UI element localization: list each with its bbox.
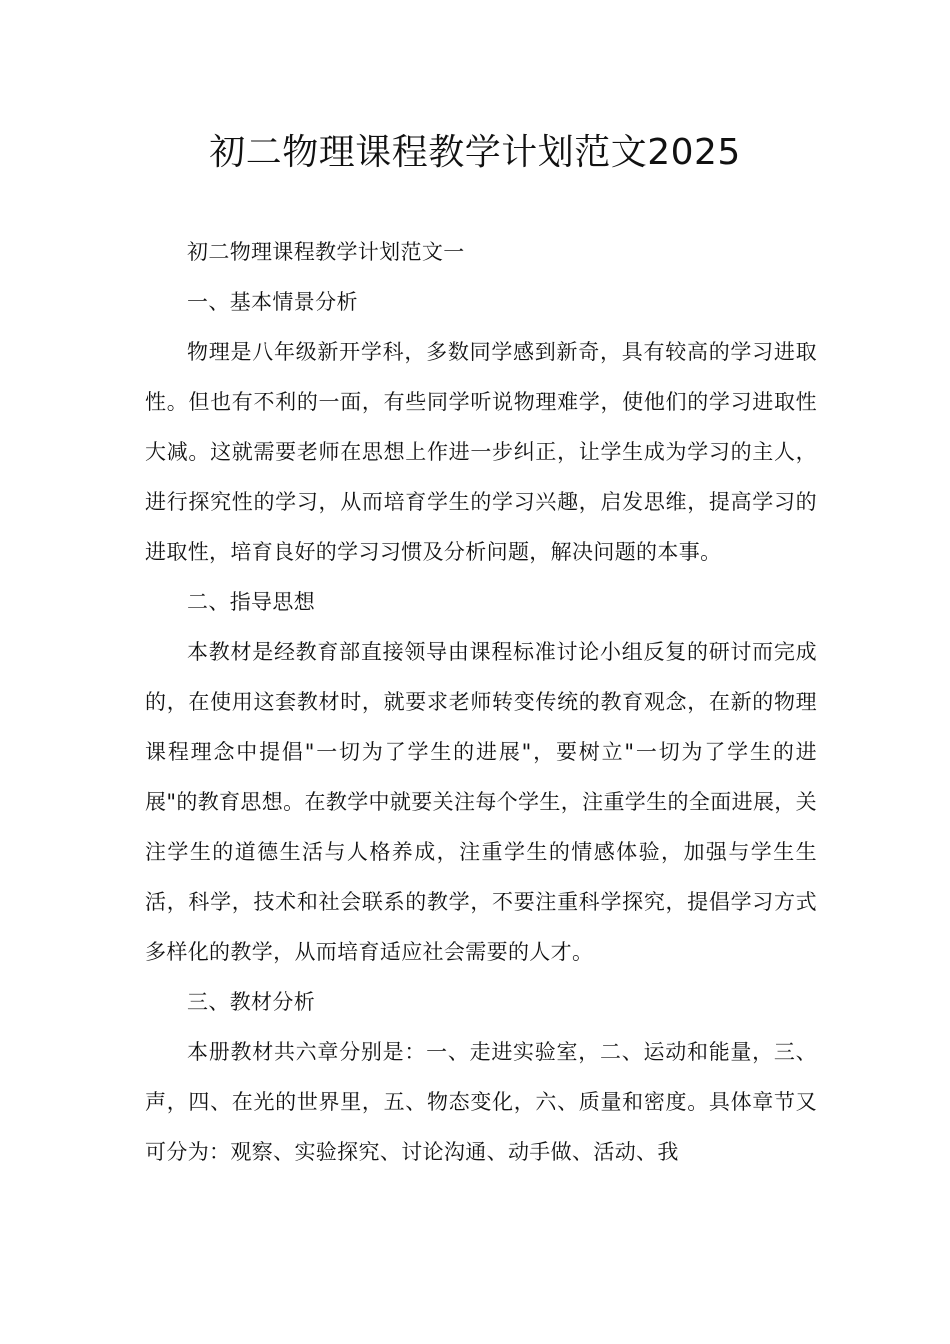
document-body [145,227,817,1177]
body-paragraph: 本教材是经教育部直接领导由课程标准讨论小组反复的研讨而完成的，在使用这套教材时，就要求老师转变传统的教育观念，在新的物理课程理念中提倡"一切为了学生的进展"，要树立"一切为了学生的进展"的教育思想。在教学中就要关注每个学生，注重学生的全面进展，关注学生的道德生活与人格养成，注重学生的情感体验，加强与学生生活，科学，技术和社会联系的教学，不要注重科学探究，提倡学习方式多样化的教学，从而培育适应社会需要的人才。 [145,640,817,964]
body-paragraph: 物理是八年级新开学科，多数同学感到新奇，具有较高的学习进取性。但也有不利的一面，有些同学听说物理难学，使他们的学习进取性大减。这就需要老师在思想上作进一步纠正，让学生成为学习的主人，进行探究性的学习，从而培育学生的学习兴趣，启发思维，提高学习的进取性，培育良好的学习习惯及分析问题，解决问题的本事。 [145,340,817,564]
section-heading: 二、指导思想 [187,590,316,614]
body-paragraph: 本册教材共六章分别是：一、走进实验室，二、运动和能量，三、声，四、在光的世界里，五、物态变化，六、质量和密度。具体章节又可分为：观察、实验探究、讨论沟通、动手做、活动、我 [145,1040,817,1164]
section-heading: 三、教材分析 [187,990,316,1014]
document-title: 初二物理课程教学计划范文2025 [209,132,741,173]
section-heading: 一、基本情景分析 [187,290,358,314]
section-heading: 初二物理课程教学计划范文一 [187,240,465,264]
